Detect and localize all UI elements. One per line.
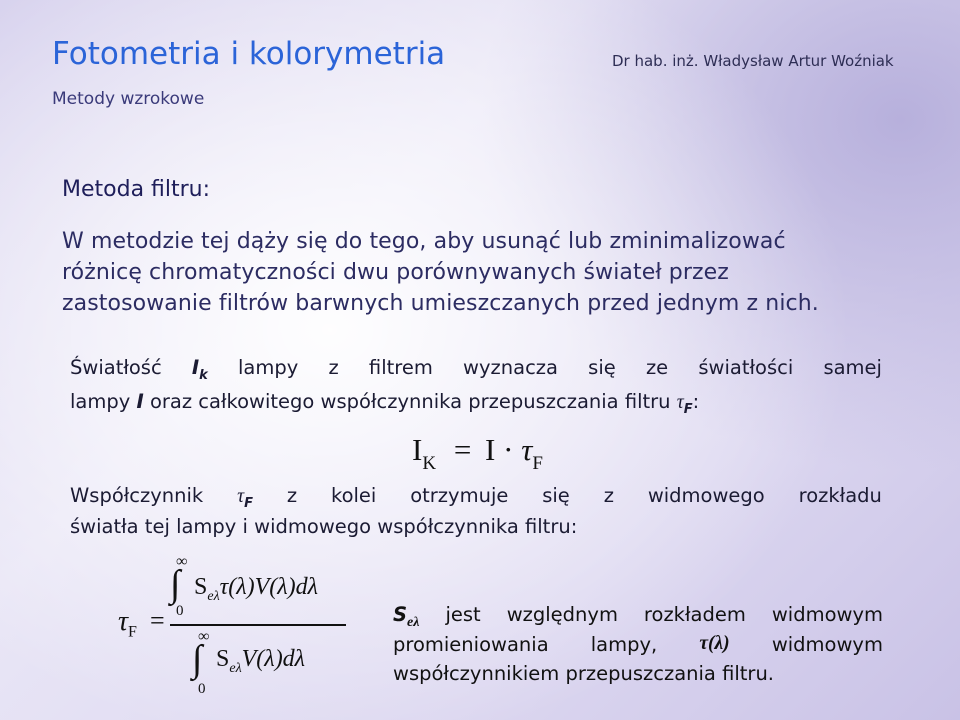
formula-ik: $I_K = I \cdot \tau_F$ [412, 432, 543, 474]
p2-word: Światłość [70, 356, 162, 379]
author-name: Dr hab. inż. Władysław Artur Woźniak [612, 52, 894, 70]
p2-word: filtrem [368, 356, 433, 379]
slide-subtitle: Metody wzrokowe [52, 89, 205, 109]
p3-line-2: światła tej lampy i widmowego współczynnika filtru: [70, 515, 578, 538]
slide-title: Fotometria i kolorymetria [52, 36, 446, 72]
intro-line-2: różnicę chromatyczności dwu porównywanych świateł przez [62, 260, 729, 285]
intro-line-3: zastosowanie filtrów barwnych umieszczanych przed jednym z nich. [62, 291, 819, 316]
note-line-2: promieniowania lampy, τ(λ) widmowym [393, 633, 883, 656]
intro-line-1: W metodzie tej dąży się do tego, aby usunąć lub zminimalizować [62, 229, 786, 254]
p2-word: ze [645, 356, 669, 379]
note-line-3: współczynnikiem przepuszczania filtru. [393, 662, 775, 685]
p3-tau: $\tau_F$ [237, 486, 253, 511]
p3-line-1: Współczynnik $\tau_F$ z kolei otrzymuje się z widmowego rozkładu [70, 484, 882, 511]
p2-word: lampy [238, 356, 299, 379]
note-line-1: $S_{e\lambda}$ jest względnym rozkładem widmowym [393, 603, 883, 630]
p2-word: wyznacza [463, 356, 558, 379]
p2-line-1 [70, 356, 882, 383]
section-heading: Metoda filtru: [62, 177, 211, 202]
p2-word: z [328, 356, 339, 379]
p2-word: się [588, 356, 616, 379]
p2-ik: $I_k$ [191, 356, 208, 383]
note-s: $S_{e\lambda}$ [393, 603, 420, 630]
fraction-bar [170, 624, 346, 626]
p2-line-2: lampy I oraz całkowitego współczynnika przepuszczania filtru $\tau_F$: [70, 390, 700, 417]
p2-word: światłości [698, 356, 794, 379]
p2-word: samej [823, 356, 882, 379]
